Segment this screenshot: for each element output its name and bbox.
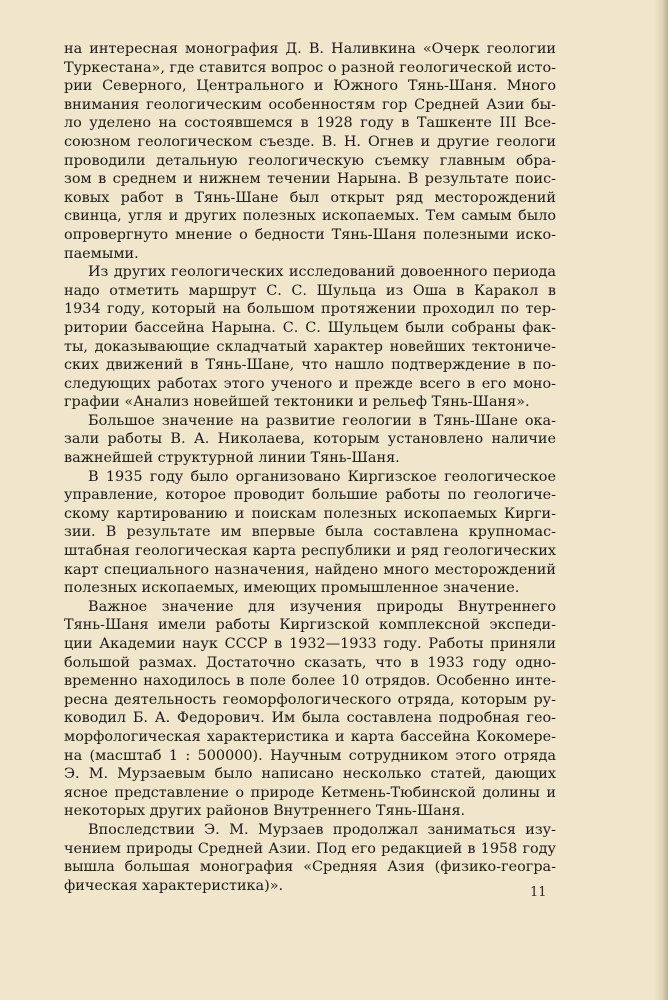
text-line: ских движений в Тянь-Шане, что нашло подтверждение в по- — [64, 357, 556, 374]
paragraph-2 — [64, 263, 556, 412]
text-line: на интересная монография Д. В. Наливкина «Очерк геологии — [64, 41, 556, 57]
text-line: на (масштаб 1 : 500000). Научным сотрудником этого отряда — [64, 747, 556, 764]
text-line: зом в среднем и нижнем течении Нарына. В результате поис- — [64, 171, 556, 188]
text-line: фическая характеристика)». — [64, 877, 284, 894]
text-line: ты, доказывающие складчатый характер новейших тектониче- — [64, 338, 556, 355]
text-line: штабная геологическая карта республики и ряд геологических — [64, 543, 556, 560]
page-edge-shadow — [654, 0, 668, 1000]
text-line: ковых работ в Тянь-Шане был открыт ряд месторождений — [64, 189, 556, 206]
text-line: 1934 году, который на большом протяжении проходил по тер- — [64, 301, 556, 318]
page-number: 11 — [530, 885, 547, 900]
text-line: ло уделено на состоявшемся в 1928 году в Ташкенте III Все- — [64, 115, 556, 132]
text-line: управление, которое проводит большие работы по геологиче- — [64, 487, 556, 504]
paragraph-1 — [64, 40, 556, 263]
text-line: ритории бассейна Нарына. С. С. Шульцем были собраны фак- — [64, 319, 556, 336]
paragraph-5 — [64, 598, 556, 821]
text-line: скому картированию и поискам полезных ископаемых Кирги- — [64, 505, 556, 522]
text-line: временно находилось в поле более 10 отрядов. Особенно инте- — [64, 673, 556, 690]
text-line: морфологическая характеристика и карта бассейна Кокомере- — [64, 728, 556, 745]
text-line: В 1935 году было организовано Киргизское геологическое — [88, 468, 556, 485]
text-line: Э. М. Мурзаевым было написано несколько статей, дающих — [64, 766, 556, 783]
text-line: полезных ископаемых, имеющих промышленное значение. — [64, 580, 520, 597]
text-line: вышла большая монография «Средняя Азия (физико-геогра- — [64, 859, 556, 876]
text-line: графии «Анализ новейшей тектоники и рельеф Тянь-Шаня». — [64, 394, 530, 411]
paragraph-4 — [64, 468, 556, 598]
text-line: карт специального назначения, найдено много месторождений — [64, 561, 556, 578]
text-line: Впоследствии Э. М. Мурзаев продолжал заниматься изу- — [88, 821, 556, 838]
text-line: рии Северного, Центрального и Южного Тянь-Шаня. Много — [64, 78, 556, 95]
text-line: внимания геологическим особенностям гор Средней Азии бы- — [64, 96, 556, 113]
paragraph-3 — [64, 412, 556, 468]
text-line: ководил Б. А. Федорович. Им была составлена подробная гео- — [64, 710, 556, 727]
text-line: проводили детальную геологическую съемку главным обра- — [64, 152, 556, 169]
text-line: большой размах. Достаточно сказать, что в 1933 году одно- — [64, 654, 556, 671]
text-line: ясное представление о природе Кетмень-Тюбинской долины и — [64, 784, 556, 801]
text-line: зии. В результате им впервые была составлена крупномас- — [64, 524, 556, 541]
text-line: важнейшей структурной линии Тянь-Шаня. — [64, 450, 400, 467]
body-text — [64, 40, 556, 895]
text-line: зали работы В. А. Николаева, которым установлено наличие — [64, 431, 556, 448]
text-line: Туркестана», где ставится вопрос о разной геологической исто- — [64, 59, 556, 76]
text-line: некоторых других районов Внутреннего Тянь-Шаня. — [64, 803, 466, 820]
text-line: следующих работах этого ученого и прежде всего в его моно- — [64, 375, 556, 392]
text-line: опровергнуто мнение о бедности Тянь-Шаня полезными иско- — [64, 226, 556, 243]
text-line: ресна деятельность геоморфологического отряда, которым ру- — [64, 691, 556, 708]
text-line: паемыми. — [64, 245, 139, 262]
text-line: ции Академии наук СССР в 1932—1933 году. Работы приняли — [64, 636, 556, 652]
paragraph-6 — [64, 821, 556, 895]
text-line: Важное значение для изучения природы Внутреннего — [88, 598, 556, 615]
text-line: Тянь-Шаня имели работы Киргизской комплексной экспеди- — [64, 617, 556, 634]
text-line: свинца, угля и других полезных ископаемых. Тем самым было — [64, 208, 556, 225]
text-line: надо отметить маршрут С. С. Шульца из Оша в Каракол в — [64, 282, 556, 299]
text-line: Большое значение на развитие геологии в Тянь-Шане ока- — [88, 412, 556, 429]
text-line: Из других геологических исследований довоенного периода — [88, 264, 556, 281]
text-line: чением природы Средней Азии. Под его редакцией в 1958 году — [64, 840, 556, 857]
text-line: союзном геологическом съезде. В. Н. Огнев и другие геологи — [64, 133, 556, 150]
